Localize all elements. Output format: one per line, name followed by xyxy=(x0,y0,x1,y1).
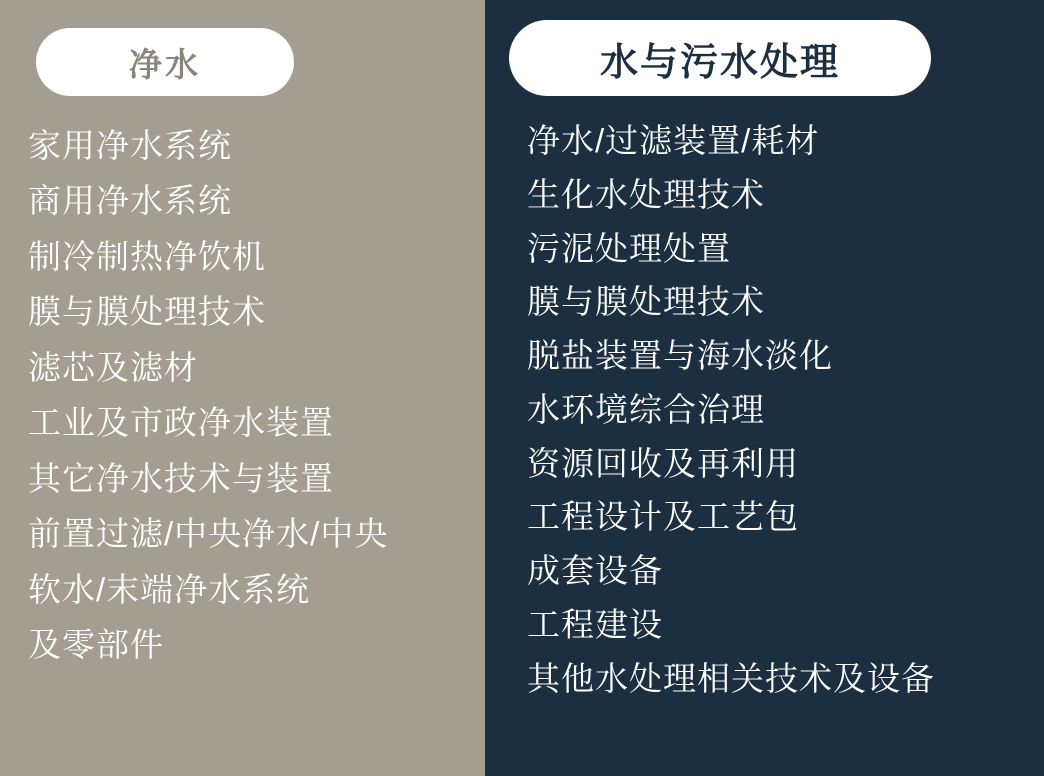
list-item: 及零部件 xyxy=(28,625,164,663)
list-item: 其他水处理相关技术及设备 xyxy=(527,659,935,697)
list-item: 前置过滤/中央净水/中央 xyxy=(28,515,389,553)
list-item: 脱盐装置与海水淡化 xyxy=(527,337,833,375)
list-item: 软水/末端净水系统 xyxy=(28,570,311,608)
list-item: 资源回收及再利用 xyxy=(527,444,799,482)
right-panel-title-pill xyxy=(509,20,931,96)
list-item: 家用净水系统 xyxy=(28,127,232,164)
list-item: 工程建设 xyxy=(527,606,663,644)
left-panel-list xyxy=(0,118,485,672)
list-item: 生化水处理技术 xyxy=(527,175,765,213)
list-item: 工程设计及工艺包 xyxy=(527,498,799,536)
list-item: 制冷制热净饮机 xyxy=(28,237,266,275)
left-panel-water-purification xyxy=(0,0,485,776)
list-item: 净水/过滤装置/耗材 xyxy=(527,122,820,159)
list-item: 污泥处理处置 xyxy=(527,229,731,267)
right-panel-water-and-wastewater-treatment xyxy=(485,0,1044,776)
list-item: 膜与膜处理技术 xyxy=(28,293,266,331)
right-panel-list xyxy=(485,114,1044,706)
list-item: 水环境综合治理 xyxy=(527,390,765,428)
list-item: 成套设备 xyxy=(527,552,663,590)
left-panel-title-pill xyxy=(36,28,294,96)
right-panel-title: 水与污水处理 xyxy=(599,41,840,84)
list-item: 其它净水技术与装置 xyxy=(28,459,334,497)
list-item: 商用净水系统 xyxy=(28,182,232,220)
left-panel-title: 净水 xyxy=(129,45,201,83)
list-item: 滤芯及滤材 xyxy=(28,348,198,386)
list-item: 工业及市政净水装置 xyxy=(28,404,334,442)
list-item: 膜与膜处理技术 xyxy=(527,283,765,321)
